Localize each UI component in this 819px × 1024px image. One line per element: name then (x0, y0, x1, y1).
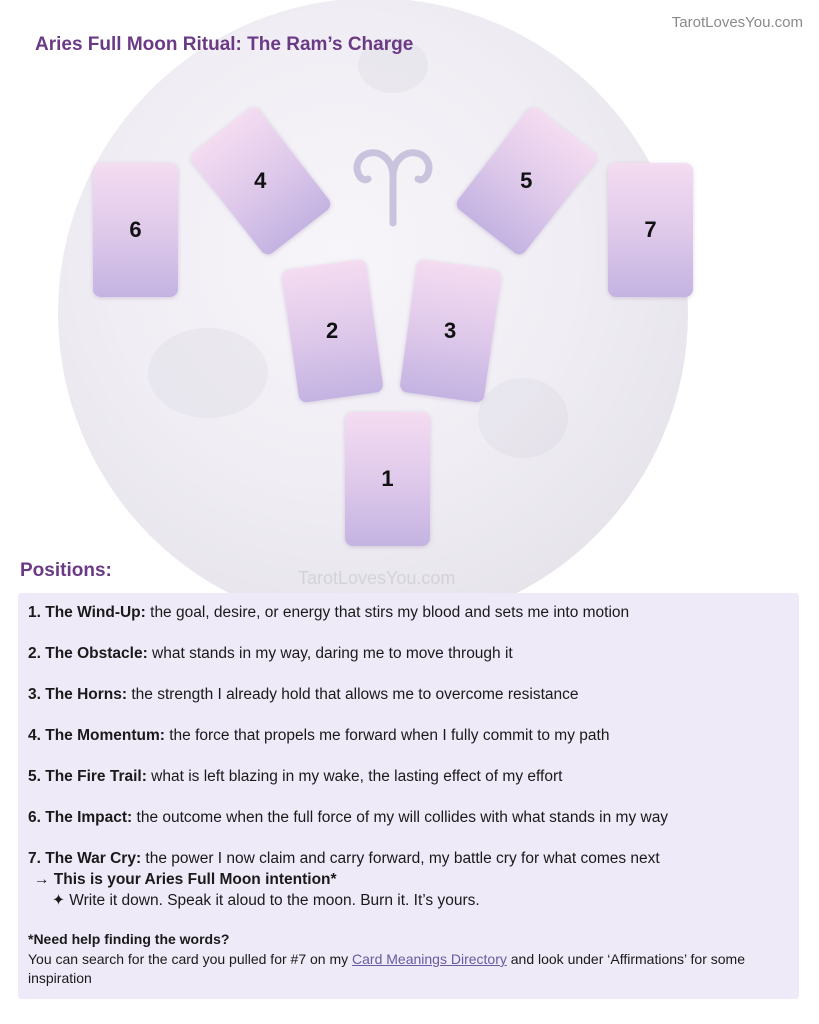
position-item-4 (28, 727, 609, 745)
position-item-5 (28, 768, 562, 786)
position-item-1 (28, 604, 629, 622)
position-label: 7. The War Cry: (28, 850, 142, 867)
position-label: 4. The Momentum: (28, 727, 165, 744)
position-text: the force that propels me forward when I fully commit to my path (164, 727, 610, 744)
position-text: what is left blazing in my wake, the lasting effect of my effort (146, 768, 563, 785)
card-number: 1 (381, 466, 394, 491)
intention-line: → This is your Aries Full Moon intention* (34, 871, 337, 888)
position-item-3 (28, 686, 579, 704)
position-label: 5. The Fire Trail: (28, 768, 147, 785)
watermark: TarotLovesYou.com (298, 568, 456, 588)
position-text: the power I now claim and carry forward, my battle cry for what comes next (141, 850, 660, 867)
card-meanings-directory-link[interactable]: Card Meanings Directory (352, 951, 507, 967)
position-item-6 (28, 809, 668, 827)
page-title: Aries Full Moon Ritual: The Ram’s Charge (35, 34, 414, 55)
brand-name[interactable]: TarotLovesYou.com (671, 14, 803, 31)
help-heading: *Need help finding the words? (28, 931, 230, 947)
position-text: the goal, desire, or energy that stirs my blood and sets me into motion (145, 604, 630, 621)
position-item-7 (28, 850, 660, 868)
tarot-card-1[interactable] (345, 412, 430, 546)
tarot-card-7[interactable] (608, 163, 693, 297)
help-text-before: You can search for the card you pulled for #7 on my (28, 951, 353, 967)
card-number: 2 (326, 318, 339, 343)
position-text: the strength I already hold that allows me to overcome resistance (127, 686, 579, 703)
card-number: 6 (129, 217, 142, 242)
position-label: 2. The Obstacle: (28, 645, 148, 662)
instruction-line: ✦ Write it down. Speak it aloud to the moon. Burn it. It’s yours. (52, 892, 480, 909)
card-number: 7 (644, 217, 657, 242)
positions-heading: Positions: (20, 560, 112, 581)
card-number: 3 (444, 318, 457, 343)
position-text: the outcome when the full force of my will collides with what stands in my way (132, 809, 669, 826)
position-item-2 (28, 645, 513, 663)
help-text-after: and look under ‘Affirmations’ for some inspiration (28, 951, 745, 986)
position-text: what stands in my way, daring me to move through it (147, 645, 513, 662)
aries-symbol-icon (350, 145, 436, 227)
card-number: 4 (254, 168, 267, 193)
position-label: 6. The Impact: (28, 809, 133, 826)
tarot-card-6[interactable] (93, 163, 178, 297)
moon-crater (148, 328, 268, 418)
position-label: 1. The Wind-Up: (28, 604, 146, 621)
position-label: 3. The Horns: (28, 686, 128, 703)
help-text (28, 950, 798, 988)
moon-crater (478, 378, 568, 458)
card-number: 5 (520, 168, 533, 193)
